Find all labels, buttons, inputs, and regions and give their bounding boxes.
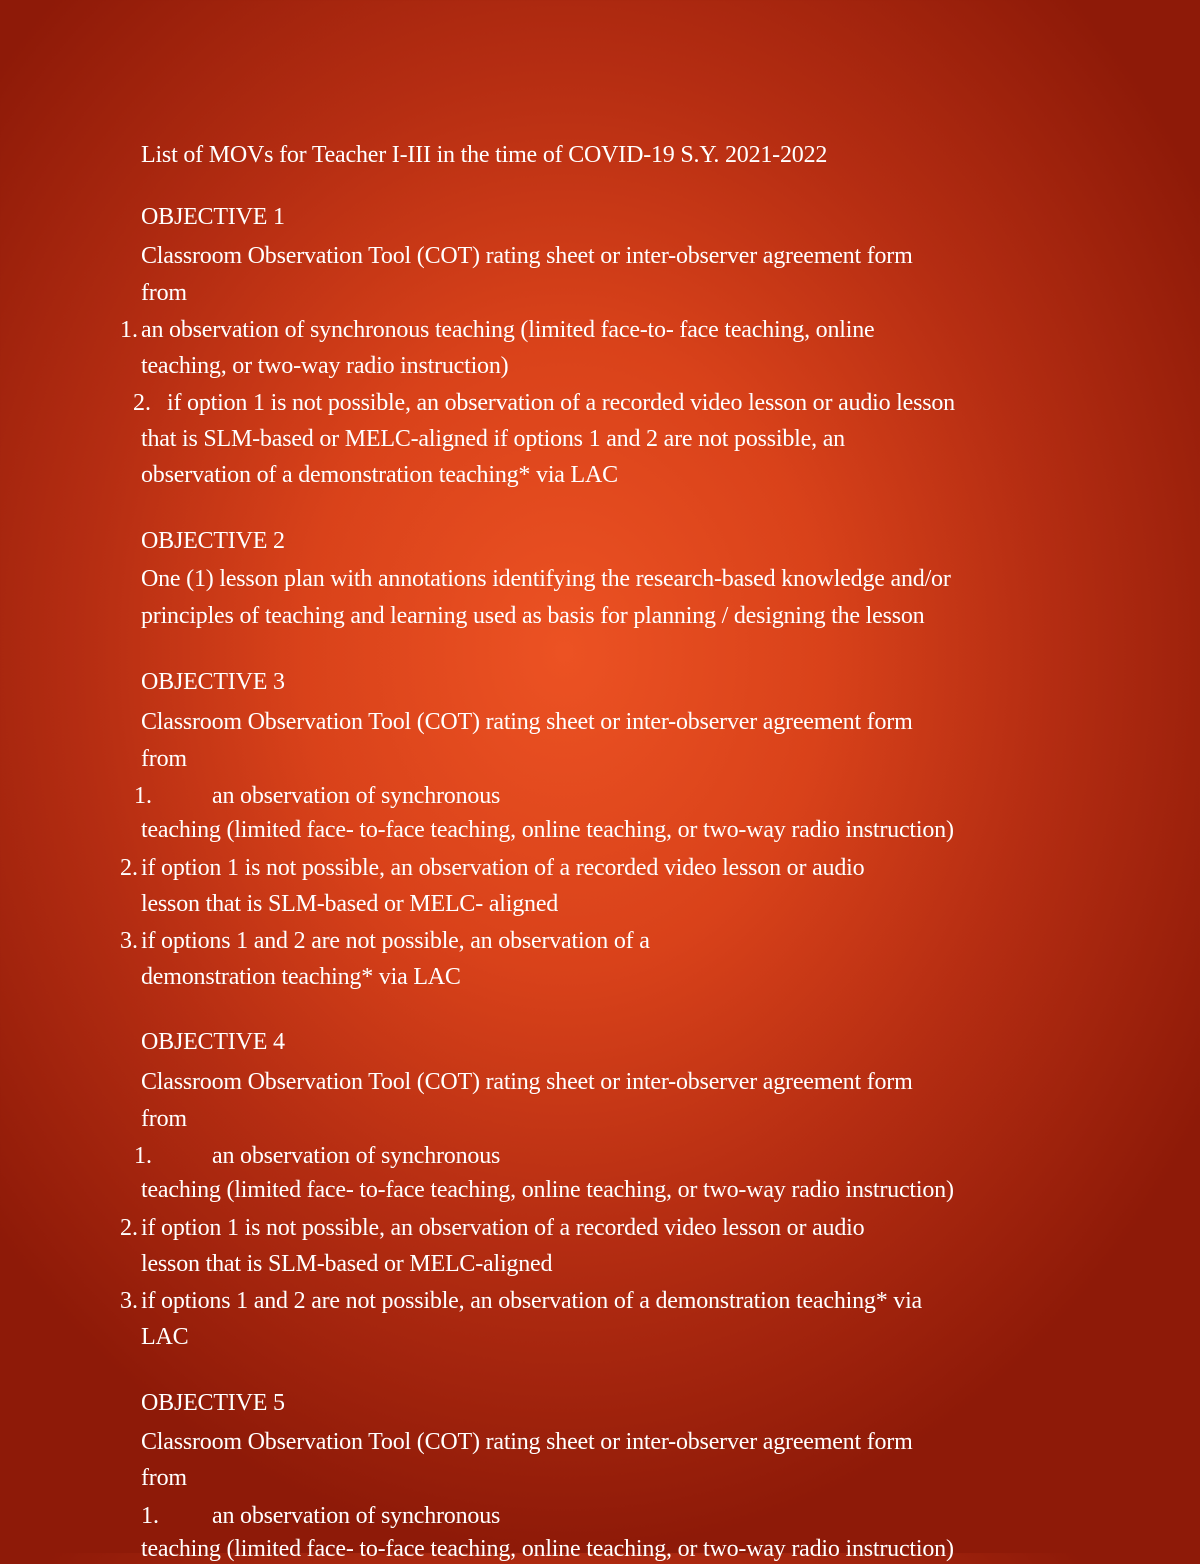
objective-4-item-2-line-2: lesson that is SLM-based or MELC-aligned [141, 1251, 553, 1277]
objective-4-item-2-line-1: if option 1 is not possible, an observation of a recorded video lesson or audio [141, 1215, 865, 1241]
objective-3-item-3-line-2: demonstration teaching* via LAC [141, 964, 461, 990]
objective-4-item-3-line-1: if options 1 and 2 are not possible, an observation of a demonstration teaching* via [141, 1288, 923, 1314]
objective-3-item-2-line-2: lesson that is SLM-based or MELC- aligned [141, 891, 559, 917]
objective-2-line-1: One (1) lesson plan with annotations identifying the research-based knowledge and/or [141, 566, 951, 592]
objective-1-item-1-number: 1. [120, 317, 138, 343]
objective-1-item-2-line-1: if option 1 is not possible, an observation of a recorded video lesson or audio lesson [167, 390, 955, 416]
objective-5-item-1-line-1: an observation of synchronous [212, 1503, 501, 1529]
objective-4-item-3-number: 3. [120, 1288, 138, 1314]
objective-3-item-1-number: 1. [134, 783, 152, 809]
objective-4-item-1-line-1: an observation of synchronous [212, 1143, 501, 1169]
objective-5-heading: OBJECTIVE 5 [141, 1390, 285, 1416]
objective-1-intro-line-2: from [141, 280, 187, 306]
objective-4-item-3-line-2: LAC [141, 1324, 189, 1350]
objective-1-item-1-line-1: an observation of synchronous teaching (limited face-to- face teaching, online [141, 317, 875, 343]
objective-1-item-2-line-2: that is SLM-based or MELC-aligned if options 1 and 2 are not possible, an [141, 426, 845, 452]
objective-2-heading: OBJECTIVE 2 [141, 528, 285, 554]
objective-5-item-1-number: 1. [141, 1503, 159, 1529]
objective-5-item-1-line-2: teaching (limited face- to-face teaching, online teaching, or two-way radio instruction) [141, 1536, 954, 1562]
objective-3-item-3-number: 3. [120, 928, 138, 954]
objective-4-intro-line-2: from [141, 1106, 187, 1132]
objective-1-item-2-line-3: observation of a demonstration teaching* via LAC [141, 462, 618, 488]
objective-3-item-3-line-1: if options 1 and 2 are not possible, an observation of a [141, 928, 650, 954]
objective-3-intro-line-1: Classroom Observation Tool (COT) rating sheet or inter-observer agreement form [141, 709, 913, 735]
objective-2-line-2: principles of teaching and learning used as basis for planning / designing the lesson [141, 603, 925, 629]
objective-3-heading: OBJECTIVE 3 [141, 669, 285, 695]
objective-1-heading: OBJECTIVE 1 [141, 204, 285, 230]
document-title: List of MOVs for Teacher I-III in the time of COVID-19 S.Y. 2021-2022 [141, 142, 828, 168]
objective-4-item-1-line-2: teaching (limited face- to-face teaching, online teaching, or two-way radio instruction) [141, 1177, 954, 1203]
objective-3-item-2-line-1: if option 1 is not possible, an observation of a recorded video lesson or audio [141, 855, 865, 881]
objective-4-item-2-number: 2. [120, 1215, 138, 1241]
objective-4-heading: OBJECTIVE 4 [141, 1029, 285, 1055]
objective-4-item-1-number: 1. [134, 1143, 152, 1169]
objective-1-intro-line-1: Classroom Observation Tool (COT) rating sheet or inter-observer agreement form [141, 243, 913, 269]
objective-5-intro-line-2: from [141, 1465, 187, 1491]
objective-3-item-2-number: 2. [120, 855, 138, 881]
objective-1-item-1-line-2: teaching, or two-way radio instruction) [141, 353, 509, 379]
objective-3-intro-line-2: from [141, 746, 187, 772]
objective-3-item-1-line-1: an observation of synchronous [212, 783, 501, 809]
objective-3-item-1-line-2: teaching (limited face- to-face teaching, online teaching, or two-way radio instruction) [141, 817, 954, 843]
objective-5-intro-line-1: Classroom Observation Tool (COT) rating sheet or inter-observer agreement form [141, 1429, 913, 1455]
objective-4-intro-line-1: Classroom Observation Tool (COT) rating sheet or inter-observer agreement form [141, 1069, 913, 1095]
objective-1-item-2-number: 2. [133, 390, 151, 416]
